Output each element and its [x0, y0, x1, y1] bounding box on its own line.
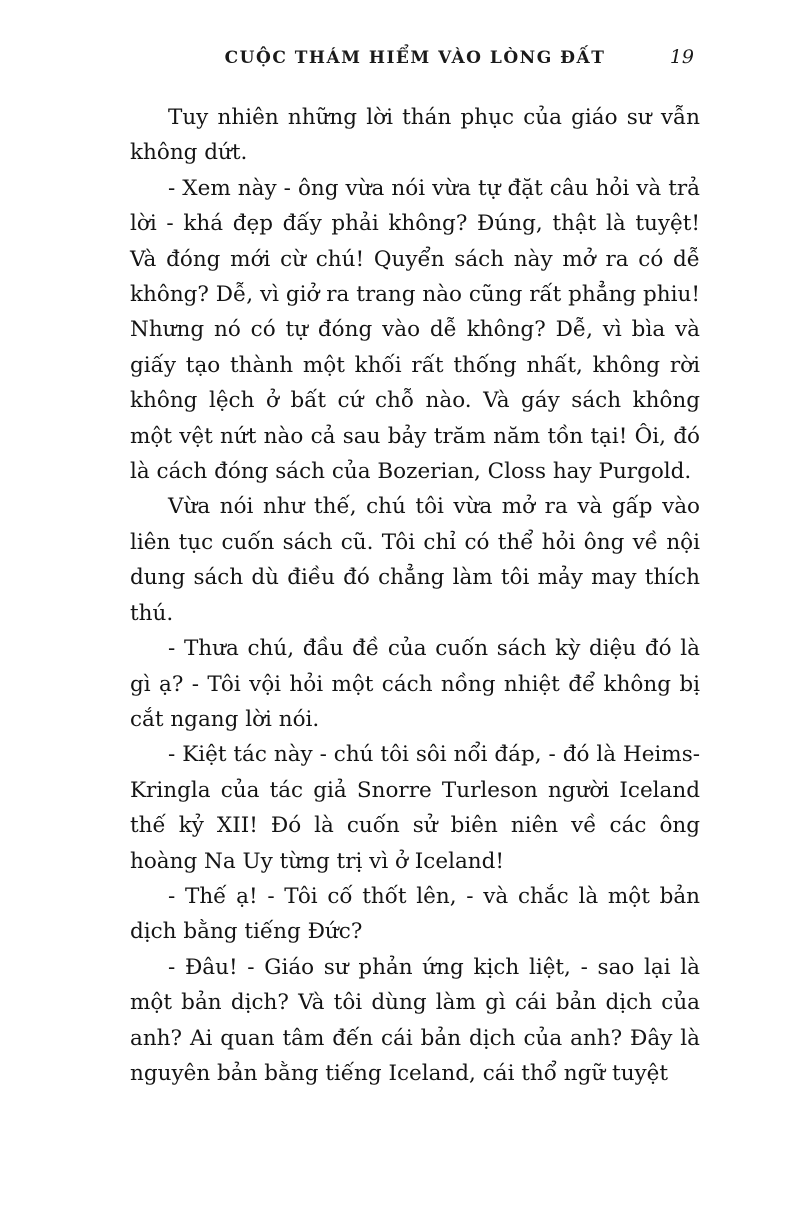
- paragraph: - Xem này - ông vừa nói vừa tự đặt câu hỏi và trả lời - khá đẹp đấy phải không? Đúng, thật là tuyệt! Và đóng mới cừ chú! Quyển sách này mở ra có dễ không? Dễ, vì giở ra trang nào cũng rất phẳng phiu! Nhưng nó có tự đóng vào dễ không? Dễ, vì bìa và giấy tạo thành một khối rất thống nhất, không rời không lệch ở bất cứ chỗ nào. Và gáy sách không một vệt nứt nào cả sau bảy trăm năm tồn tại! Ôi, đó là cách đóng sách của Bozerian, Closs hay Purgold.: [130, 175, 700, 485]
- page-header: [130, 48, 700, 76]
- paragraph: Vừa nói như thế, chú tôi vừa mở ra và gấp vào liên tục cuốn sách cũ. Tôi chỉ có thể hỏi ông về nội dung sách dù điều đó chẳng làm tôi mảy may thích thú.: [130, 494, 700, 626]
- page-number: 19: [669, 46, 694, 68]
- paragraph: - Kiệt tác này - chú tôi sôi nổi đáp, - đó là Heims-Kringla của tác giả Snorre Turleson người Iceland thế kỷ XII! Đó là cuốn sử biên niên về các ông hoàng Na Uy từng trị vì ở Iceland!: [130, 742, 700, 874]
- body-text: [130, 100, 700, 1091]
- paragraph: - Đâu! - Giáo sư phản ứng kịch liệt, - sao lại là một bản dịch? Và tôi dùng làm gì cái bản dịch của anh? Ai quan tâm đến cái bản dịch của anh? Đây là nguyên bản bằng tiếng Iceland, cái thổ ngữ tuyệt: [130, 954, 700, 1086]
- paragraph: - Thế ạ! - Tôi cố thốt lên, - và chắc là một bản dịch bằng tiếng Đức?: [130, 883, 700, 945]
- paragraph: Tuy nhiên những lời thán phục của giáo sư vẫn không dứt.: [130, 105, 700, 166]
- paragraph: - Thưa chú, đầu đề của cuốn sách kỳ diệu đó là gì ạ? - Tôi vội hỏi một cách nồng nhiệt để không bị cắt ngang lời nói.: [130, 636, 700, 732]
- running-title: CUỘC THÁM HIỂM VÀO LÒNG ĐẤT: [224, 48, 606, 68]
